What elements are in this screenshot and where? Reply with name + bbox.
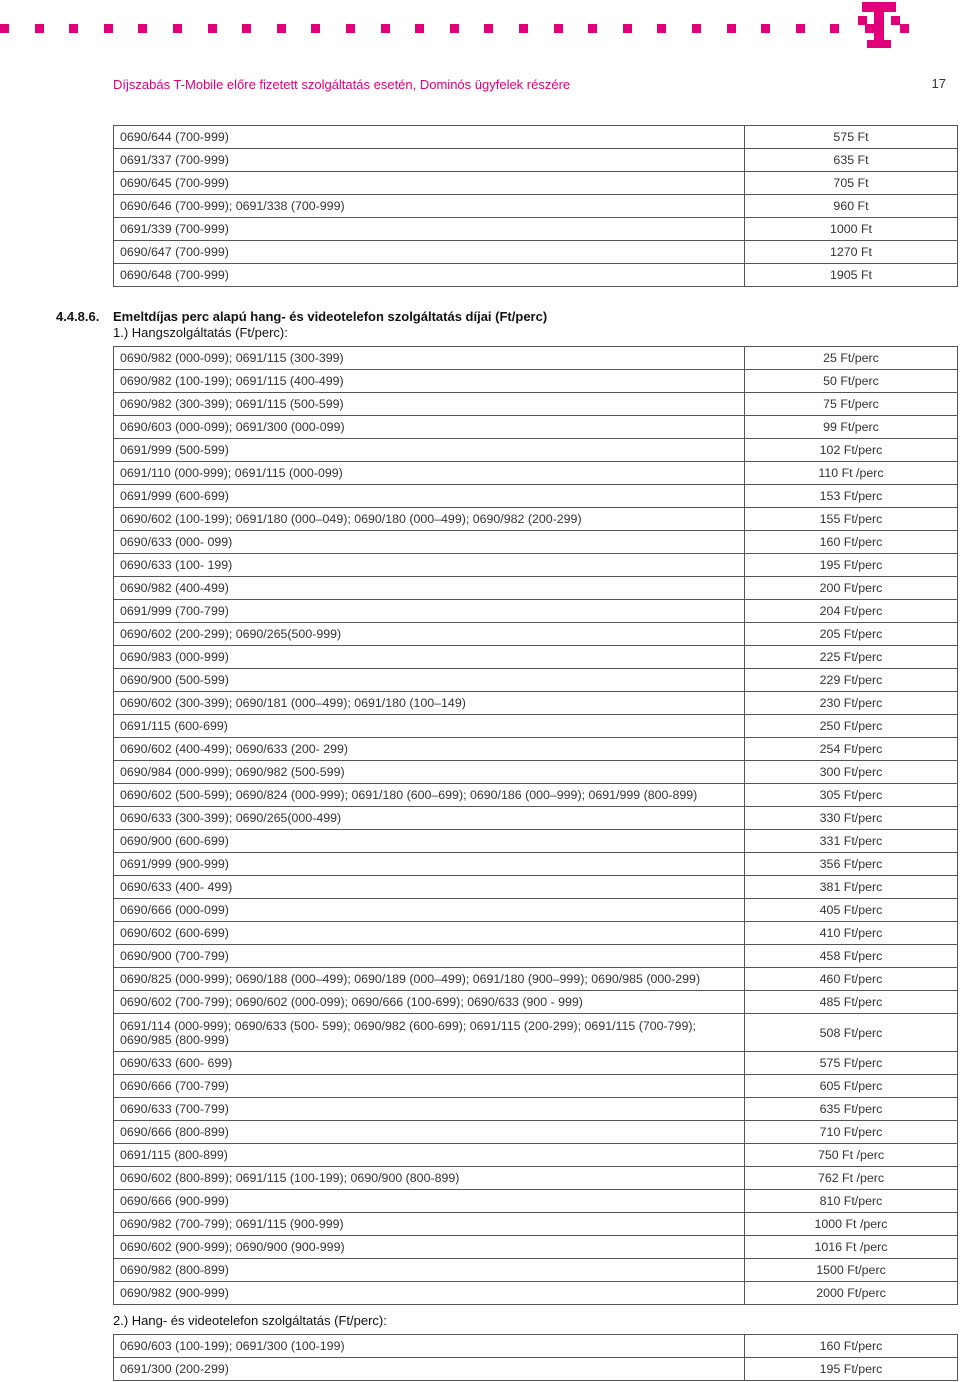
- table-row: [114, 876, 958, 899]
- table-row: [114, 577, 958, 600]
- price-cell: 99 Ft/perc: [745, 416, 958, 439]
- header-dot: [554, 24, 563, 33]
- table-row: [114, 264, 958, 287]
- document-header-title: Díjszabás T-Mobile előre fizetett szolgáltatás esetén, Dominós ügyfelek részére: [113, 77, 571, 92]
- subsection-2-title: 2.) Hang- és videotelefon szolgáltatás (Ft/perc):: [113, 1313, 387, 1328]
- table-row: [114, 439, 958, 462]
- table-row: [114, 623, 958, 646]
- price-cell: 1270 Ft: [745, 241, 958, 264]
- number-range-cell: 0690/666 (700-799): [114, 1075, 745, 1098]
- telekom-t-logo-icon: [858, 2, 900, 48]
- number-range-cell: 0690/602 (700-799); 0690/602 (000-099); 0690/666 (100-699); 0690/633 (900 - 999): [114, 991, 745, 1014]
- number-range-cell: 0691/999 (700-799): [114, 600, 745, 623]
- price-cell: 200 Ft/perc: [745, 577, 958, 600]
- price-cell: 25 Ft/perc: [745, 347, 958, 370]
- price-cell: 331 Ft/perc: [745, 830, 958, 853]
- number-range-cell: 0690/633 (100- 199): [114, 554, 745, 577]
- number-range-cell: 0690/982 (900-999): [114, 1282, 745, 1305]
- number-range-cell: 0690/982 (700-799); 0691/115 (900-999): [114, 1213, 745, 1236]
- table-row: [114, 416, 958, 439]
- table-row: [114, 554, 958, 577]
- number-range-cell: 0691/110 (000-999); 0691/115 (000-099): [114, 462, 745, 485]
- number-range-cell: 0691/999 (900-999): [114, 853, 745, 876]
- number-range-cell: 0690/900 (500-599): [114, 669, 745, 692]
- price-table-top: [113, 125, 958, 287]
- header-dot: [415, 24, 424, 33]
- table-row: [114, 1052, 958, 1075]
- table-row: [114, 462, 958, 485]
- header-dot: [311, 24, 320, 33]
- table-row: [114, 945, 958, 968]
- table-row: [114, 241, 958, 264]
- header-dot: [208, 24, 217, 33]
- price-cell: 305 Ft/perc: [745, 784, 958, 807]
- table-row: [114, 1167, 958, 1190]
- price-cell: 410 Ft/perc: [745, 922, 958, 945]
- table-row: [114, 784, 958, 807]
- table-row: [114, 1335, 958, 1358]
- price-cell: 508 Ft/perc: [745, 1014, 958, 1052]
- number-range-cell: 0690/602 (500-599); 0690/824 (000-999); 0691/180 (600–699); 0690/186 (000–999); 0691/999 (800-899): [114, 784, 745, 807]
- number-range-cell: 0690/666 (800-899): [114, 1121, 745, 1144]
- price-table-video: [113, 1334, 958, 1381]
- header-dot: [242, 24, 251, 33]
- number-range-cell: 0690/982 (100-199); 0691/115 (400-499): [114, 370, 745, 393]
- price-cell: 102 Ft/perc: [745, 439, 958, 462]
- table-row: [114, 1075, 958, 1098]
- header-dot: [277, 24, 286, 33]
- table-row: [114, 738, 958, 761]
- number-range-cell: 0690/982 (000-099); 0691/115 (300-399): [114, 347, 745, 370]
- price-cell: 195 Ft/perc: [745, 1358, 958, 1381]
- table-row: [114, 968, 958, 991]
- price-cell: 2000 Ft/perc: [745, 1282, 958, 1305]
- number-range-cell: 0691/115 (800-899): [114, 1144, 745, 1167]
- table-row: [114, 1190, 958, 1213]
- section-heading: [56, 309, 547, 324]
- number-range-cell: 0690/647 (700-999): [114, 241, 745, 264]
- number-range-cell: 0690/633 (700-799): [114, 1098, 745, 1121]
- table-row: [114, 126, 958, 149]
- table-row: [114, 1259, 958, 1282]
- header-dot: [35, 24, 44, 33]
- price-cell: 485 Ft/perc: [745, 991, 958, 1014]
- price-cell: 1000 Ft /perc: [745, 1213, 958, 1236]
- number-range-cell: 0690/646 (700-999); 0691/338 (700-999): [114, 195, 745, 218]
- price-cell: 710 Ft/perc: [745, 1121, 958, 1144]
- price-cell: 605 Ft/perc: [745, 1075, 958, 1098]
- number-range-cell: 0690/984 (000-999); 0690/982 (500-599): [114, 761, 745, 784]
- header-dot: [761, 24, 770, 33]
- number-range-cell: 0690/645 (700-999): [114, 172, 745, 195]
- header-dot: [381, 24, 390, 33]
- number-range-cell: 0690/633 (600- 699): [114, 1052, 745, 1075]
- number-range-cell: 0691/999 (600-699): [114, 485, 745, 508]
- number-range-cell: 0690/602 (800-899); 0691/115 (100-199); 0690/900 (800-899): [114, 1167, 745, 1190]
- table-row: [114, 853, 958, 876]
- price-cell: 762 Ft /perc: [745, 1167, 958, 1190]
- number-range-cell: 0690/666 (000-099): [114, 899, 745, 922]
- price-cell: 356 Ft/perc: [745, 853, 958, 876]
- number-range-cell: 0690/900 (600-699): [114, 830, 745, 853]
- table-row: [114, 1014, 958, 1052]
- header-dot: [346, 24, 355, 33]
- table-row: [114, 218, 958, 241]
- number-range-cell: 0690/602 (400-499); 0690/633 (200- 299): [114, 738, 745, 761]
- number-range-cell: 0690/666 (900-999): [114, 1190, 745, 1213]
- price-cell: 460 Ft/perc: [745, 968, 958, 991]
- number-range-cell: 0691/300 (200-299): [114, 1358, 745, 1381]
- table-row: [114, 531, 958, 554]
- table-row: [114, 600, 958, 623]
- header-dot: [623, 24, 632, 33]
- price-cell: 153 Ft/perc: [745, 485, 958, 508]
- number-range-cell: 0690/602 (100-199); 0691/180 (000–049); 0690/180 (000–499); 0690/982 (200-299): [114, 508, 745, 531]
- subsection-1-title: 1.) Hangszolgáltatás (Ft/perc):: [113, 325, 288, 340]
- number-range-cell: 0690/982 (300-399); 0691/115 (500-599): [114, 393, 745, 416]
- price-cell: 195 Ft/perc: [745, 554, 958, 577]
- table-row: [114, 761, 958, 784]
- price-cell: 250 Ft/perc: [745, 715, 958, 738]
- price-cell: 635 Ft/perc: [745, 1098, 958, 1121]
- price-cell: 160 Ft/perc: [745, 1335, 958, 1358]
- price-table-voice: [113, 346, 958, 1305]
- price-cell: 1000 Ft: [745, 218, 958, 241]
- number-range-cell: 0690/983 (000-999): [114, 646, 745, 669]
- price-cell: 405 Ft/perc: [745, 899, 958, 922]
- price-cell: 155 Ft/perc: [745, 508, 958, 531]
- table-row: [114, 485, 958, 508]
- header-dot: [830, 24, 839, 33]
- price-cell: 230 Ft/perc: [745, 692, 958, 715]
- table-row: [114, 1358, 958, 1381]
- price-cell: 750 Ft /perc: [745, 1144, 958, 1167]
- price-cell: 458 Ft/perc: [745, 945, 958, 968]
- table-row: [114, 830, 958, 853]
- number-range-cell: 0691/339 (700-999): [114, 218, 745, 241]
- header-dot: [657, 24, 666, 33]
- table-row: [114, 1282, 958, 1305]
- header-dot: [484, 24, 493, 33]
- price-cell: 75 Ft/perc: [745, 393, 958, 416]
- price-cell: 229 Ft/perc: [745, 669, 958, 692]
- table-row: [114, 669, 958, 692]
- section-number: 4.4.8.6.: [56, 309, 100, 324]
- table-row: [114, 692, 958, 715]
- number-range-cell: 0690/603 (100-199); 0691/300 (100-199): [114, 1335, 745, 1358]
- price-cell: 1016 Ft /perc: [745, 1236, 958, 1259]
- price-cell: 205 Ft/perc: [745, 623, 958, 646]
- number-range-cell: 0690/633 (300-399); 0690/265(000-499): [114, 807, 745, 830]
- header-dot-row: [0, 24, 940, 33]
- price-cell: 575 Ft: [745, 126, 958, 149]
- header-dot: [588, 24, 597, 33]
- number-range-cell: 0691/337 (700-999): [114, 149, 745, 172]
- price-cell: 300 Ft/perc: [745, 761, 958, 784]
- price-cell: 254 Ft/perc: [745, 738, 958, 761]
- header-dot: [692, 24, 701, 33]
- price-cell: 575 Ft/perc: [745, 1052, 958, 1075]
- table-row: [114, 715, 958, 738]
- price-cell: 1905 Ft: [745, 264, 958, 287]
- number-range-cell: 0691/115 (600-699): [114, 715, 745, 738]
- number-range-cell: 0691/114 (000-999); 0690/633 (500- 599); 0690/982 (600-699); 0691/115 (200-299); 0691/115 (700-799); 0690/985 (800-999): [114, 1014, 745, 1052]
- price-cell: 960 Ft: [745, 195, 958, 218]
- price-cell: 225 Ft/perc: [745, 646, 958, 669]
- table-row: [114, 1121, 958, 1144]
- number-range-cell: 0690/982 (800-899): [114, 1259, 745, 1282]
- price-cell: 810 Ft/perc: [745, 1190, 958, 1213]
- table-row: [114, 172, 958, 195]
- price-cell: 204 Ft/perc: [745, 600, 958, 623]
- table-row: [114, 991, 958, 1014]
- number-range-cell: 0690/644 (700-999): [114, 126, 745, 149]
- price-cell: 110 Ft /perc: [745, 462, 958, 485]
- table-row: [114, 195, 958, 218]
- number-range-cell: 0690/602 (200-299); 0690/265(500-999): [114, 623, 745, 646]
- price-cell: 50 Ft/perc: [745, 370, 958, 393]
- number-range-cell: 0690/633 (000- 099): [114, 531, 745, 554]
- header-dot: [0, 24, 9, 33]
- table-row: [114, 1213, 958, 1236]
- table-row: [114, 899, 958, 922]
- table-row: [114, 1098, 958, 1121]
- number-range-cell: 0690/633 (400- 499): [114, 876, 745, 899]
- header-dot: [796, 24, 805, 33]
- number-range-cell: 0690/900 (700-799): [114, 945, 745, 968]
- table-row: [114, 1236, 958, 1259]
- header-dot: [138, 24, 147, 33]
- number-range-cell: 0690/602 (300-399); 0690/181 (000–499); 0691/180 (100–149): [114, 692, 745, 715]
- table-row: [114, 646, 958, 669]
- header-dot: [69, 24, 78, 33]
- price-cell: 381 Ft/perc: [745, 876, 958, 899]
- header-dot: [173, 24, 182, 33]
- table-row: [114, 393, 958, 416]
- table-row: [114, 149, 958, 172]
- number-range-cell: 0690/825 (000-999); 0690/188 (000–499); 0690/189 (000–499); 0691/180 (900–999); 0690/985 (000-299): [114, 968, 745, 991]
- price-cell: 635 Ft: [745, 149, 958, 172]
- header-dot: [450, 24, 459, 33]
- header-dot: [727, 24, 736, 33]
- price-cell: 330 Ft/perc: [745, 807, 958, 830]
- table-row: [114, 347, 958, 370]
- header-dot: [519, 24, 528, 33]
- header-dot: [900, 24, 909, 33]
- table-row: [114, 807, 958, 830]
- price-cell: 705 Ft: [745, 172, 958, 195]
- page-number: 17: [931, 76, 946, 91]
- table-row: [114, 508, 958, 531]
- section-title: Emeltdíjas perc alapú hang- és videotelefon szolgáltatás díjai (Ft/perc): [113, 309, 548, 324]
- number-range-cell: 0690/982 (400-499): [114, 577, 745, 600]
- number-range-cell: 0690/648 (700-999): [114, 264, 745, 287]
- number-range-cell: 0690/602 (600-699): [114, 922, 745, 945]
- price-cell: 160 Ft/perc: [745, 531, 958, 554]
- table-row: [114, 1144, 958, 1167]
- number-range-cell: 0690/603 (000-099); 0691/300 (000-099): [114, 416, 745, 439]
- header-dot: [104, 24, 113, 33]
- number-range-cell: 0690/602 (900-999); 0690/900 (900-999): [114, 1236, 745, 1259]
- number-range-cell: 0691/999 (500-599): [114, 439, 745, 462]
- table-row: [114, 370, 958, 393]
- table-row: [114, 922, 958, 945]
- price-cell: 1500 Ft/perc: [745, 1259, 958, 1282]
